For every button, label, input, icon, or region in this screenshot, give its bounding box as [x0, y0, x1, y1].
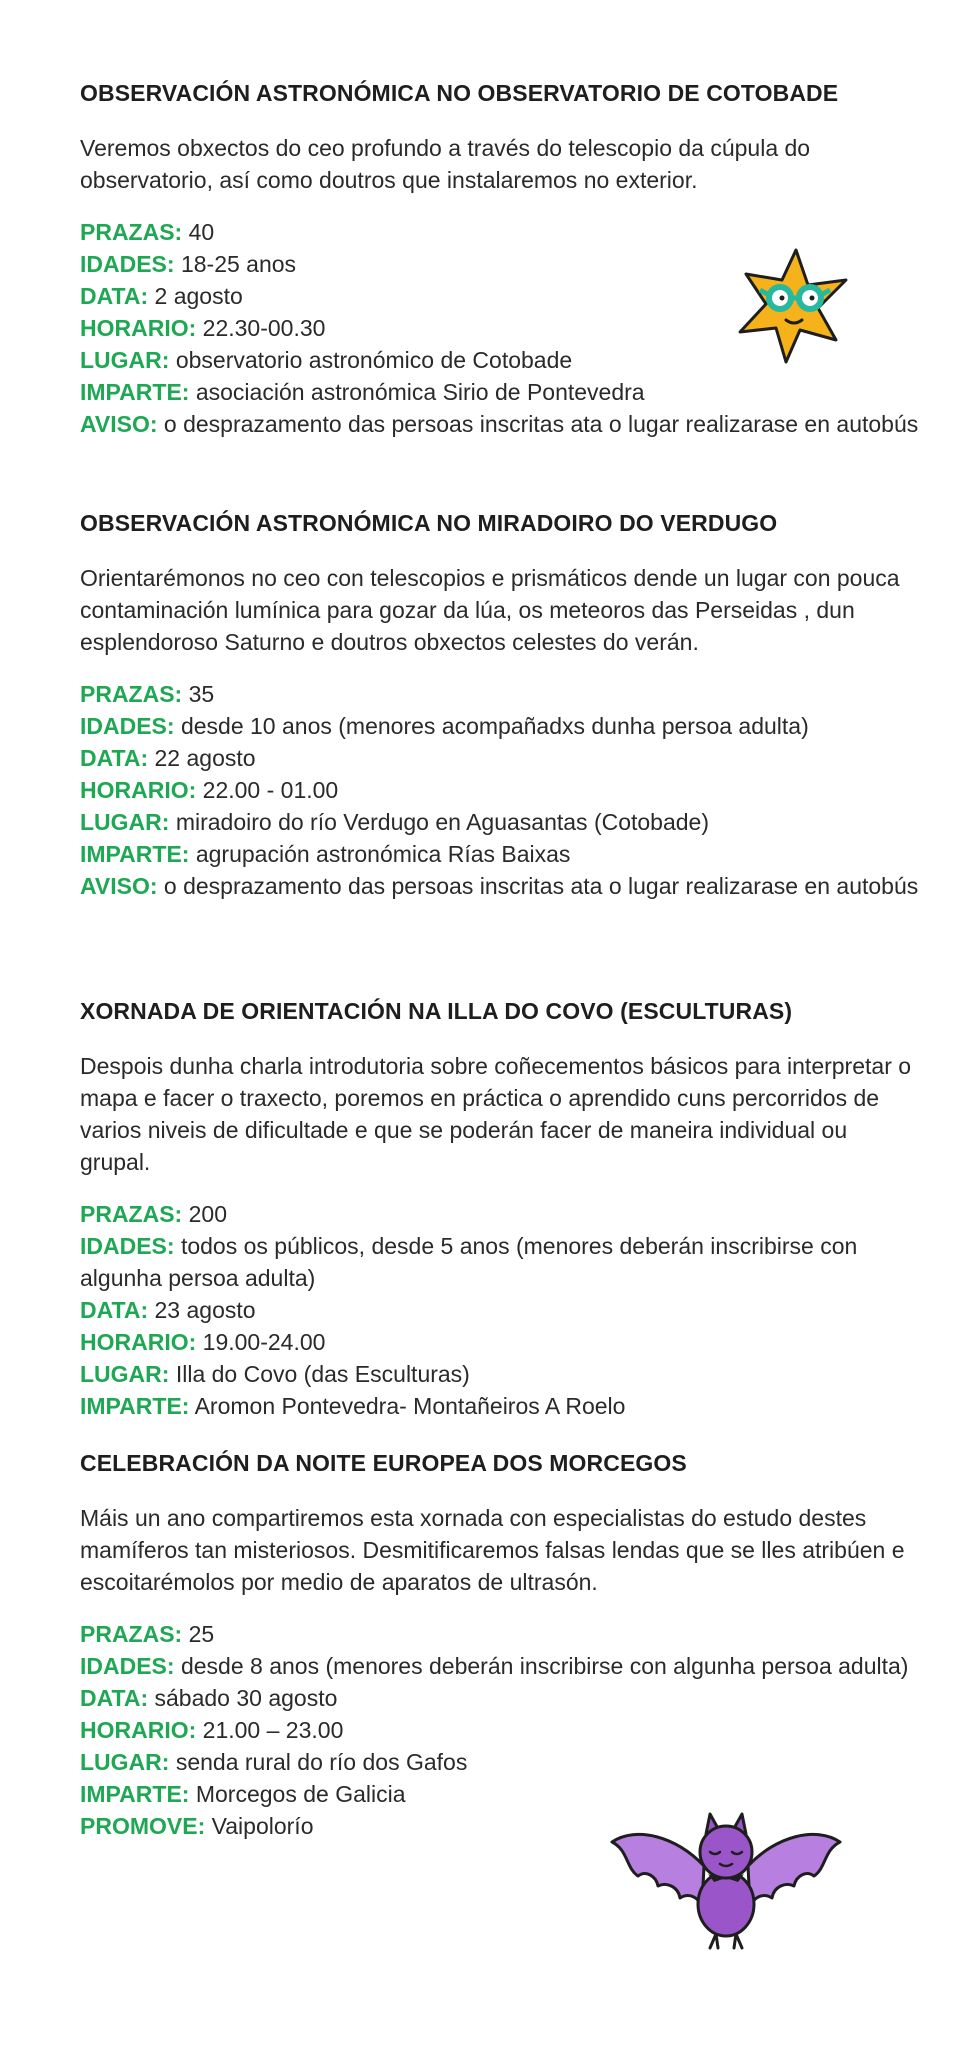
detail-label: LUGAR: [80, 347, 170, 373]
detail-value: Morcegos de Galicia [189, 1781, 406, 1807]
detail-schedule [80, 774, 920, 806]
detail-value: desde 8 anos (menores deberán inscribirse con algunha persoa adulta) [174, 1653, 909, 1679]
detail-value: asociación astronómica Sirio de Pontevedra [189, 379, 645, 405]
detail-label: IDADES: [80, 713, 175, 739]
detail-label: AVISO: [80, 411, 158, 437]
detail-value: 22 agosto [148, 745, 256, 771]
event-section-illa-do-covo [80, 996, 920, 1422]
detail-label: LUGAR: [80, 1749, 170, 1775]
detail-label: PRAZAS: [80, 1621, 183, 1647]
detail-value: senda rural do río dos Gafos [169, 1749, 468, 1775]
event-title: OBSERVACIÓN ASTRONÓMICA NO OBSERVATORIO DE COTOBADE [80, 80, 839, 106]
detail-label: PRAZAS: [80, 681, 183, 707]
detail-label: PRAZAS: [80, 1201, 183, 1227]
event-description: Despois dunha charla introdutoria sobre coñecementos básicos para interpretar o mapa e facer o traxecto, poremos en práctica o aprendido cuns percorridos de varios niveis de dificultade e que se poderán facer de maneira individual ou grupal. [80, 1053, 912, 1175]
detail-value: 22.30-00.30 [196, 315, 326, 341]
detail-notice [80, 408, 920, 440]
detail-label: DATA: [80, 283, 149, 309]
detail-schedule [80, 1714, 920, 1746]
detail-organizer [80, 376, 920, 408]
detail-schedule [80, 1326, 920, 1358]
detail-label: DATA: [80, 745, 149, 771]
detail-value: 40 [182, 219, 215, 245]
detail-places [80, 1618, 920, 1650]
detail-value: 23 agosto [148, 1297, 256, 1323]
detail-organizer [80, 1390, 920, 1422]
detail-label: IDADES: [80, 1233, 175, 1259]
detail-label: DATA: [80, 1297, 149, 1323]
detail-value: 35 [182, 681, 215, 707]
event-title: XORNADA DE ORIENTACIÓN NA ILLA DO COVO (ESCULTURAS) [80, 998, 793, 1024]
detail-date [80, 742, 920, 774]
detail-value: miradoiro do río Verdugo en Aguasantas (Cotobade) [169, 809, 710, 835]
event-section-bat-night [80, 1448, 920, 1842]
detail-value: 21.00 – 23.00 [196, 1717, 344, 1743]
event-description: Veremos obxectos do ceo profundo a través do telescopio da cúpula do observatorio, así como doutros que instalaremos no exterior. [80, 135, 811, 193]
detail-label: IMPARTE: [80, 1781, 190, 1807]
detail-label: IDADES: [80, 1653, 175, 1679]
detail-label: IDADES: [80, 251, 175, 277]
detail-value: 18-25 anos [174, 251, 297, 277]
detail-value: Aromon Pontevedra- Montañeiros A Roelo [189, 1393, 626, 1419]
detail-place [80, 1746, 920, 1778]
detail-label: IMPARTE: [80, 1393, 190, 1419]
detail-value: 19.00-24.00 [196, 1329, 326, 1355]
detail-value: todos os públicos, desde 5 anos (menores deberán inscribirse con algunha persoa adulta) [80, 1233, 858, 1291]
star-with-glasses-icon [728, 240, 858, 370]
event-title: CELEBRACIÓN DA NOITE EUROPEA DOS MORCEGOS [80, 1450, 687, 1476]
detail-value: desde 10 anos (menores acompañadxs dunha persoa adulta) [174, 713, 809, 739]
detail-label: AVISO: [80, 873, 158, 899]
detail-value: o desprazamento das persoas inscritas ata o lugar realizarase en autobús [157, 873, 919, 899]
detail-places [80, 1198, 920, 1230]
detail-value: Vaipolorío [205, 1813, 314, 1839]
detail-value: Illa do Covo (das Esculturas) [169, 1361, 470, 1387]
detail-value: 2 agosto [148, 283, 243, 309]
detail-label: DATA: [80, 1685, 149, 1711]
sleeping-bat-icon [606, 1806, 846, 1956]
detail-label: IMPARTE: [80, 379, 190, 405]
detail-value: 25 [182, 1621, 215, 1647]
detail-ages [80, 1230, 920, 1294]
detail-value: agrupación astronómica Rías Baixas [189, 841, 571, 867]
detail-label: HORARIO: [80, 1717, 197, 1743]
event-description: Orientarémonos no ceo con telescopios e prismáticos dende un lugar con pouca contaminación lumínica para gozar da lúa, os meteoros das Perseidas , dun esplendoroso Saturno e doutros obxectos celestes do verán. [80, 565, 900, 655]
detail-value: 200 [182, 1201, 227, 1227]
detail-label: HORARIO: [80, 1329, 197, 1355]
event-details [80, 678, 920, 902]
detail-value: observatorio astronómico de Cotobade [169, 347, 573, 373]
detail-organizer [80, 838, 920, 870]
event-section-verdugo-viewpoint [80, 508, 920, 902]
detail-ages [80, 1650, 920, 1682]
detail-places [80, 678, 920, 710]
event-title: OBSERVACIÓN ASTRONÓMICA NO MIRADOIRO DO VERDUGO [80, 510, 778, 536]
detail-label: HORARIO: [80, 315, 197, 341]
detail-notice [80, 870, 920, 902]
detail-label: HORARIO: [80, 777, 197, 803]
event-details [80, 1198, 920, 1422]
detail-date [80, 1294, 920, 1326]
detail-place [80, 1358, 920, 1390]
detail-ages [80, 710, 920, 742]
detail-label: PRAZAS: [80, 219, 183, 245]
detail-value: o desprazamento das persoas inscritas ata o lugar realizarase en autobús [157, 411, 919, 437]
detail-label: LUGAR: [80, 809, 170, 835]
event-description: Máis un ano compartiremos esta xornada con especialistas do estudo destes mamíferos tan misteriosos. Desmitificaremos falsas lendas que se lles atribúen e escoitarémolos por medio de aparatos de ultrasón. [80, 1505, 905, 1595]
detail-place [80, 806, 920, 838]
detail-label: LUGAR: [80, 1361, 170, 1387]
detail-label: PROMOVE: [80, 1813, 206, 1839]
detail-label: IMPARTE: [80, 841, 190, 867]
detail-date [80, 1682, 920, 1714]
detail-value: 22.00 - 01.00 [196, 777, 339, 803]
detail-value: sábado 30 agosto [148, 1685, 338, 1711]
